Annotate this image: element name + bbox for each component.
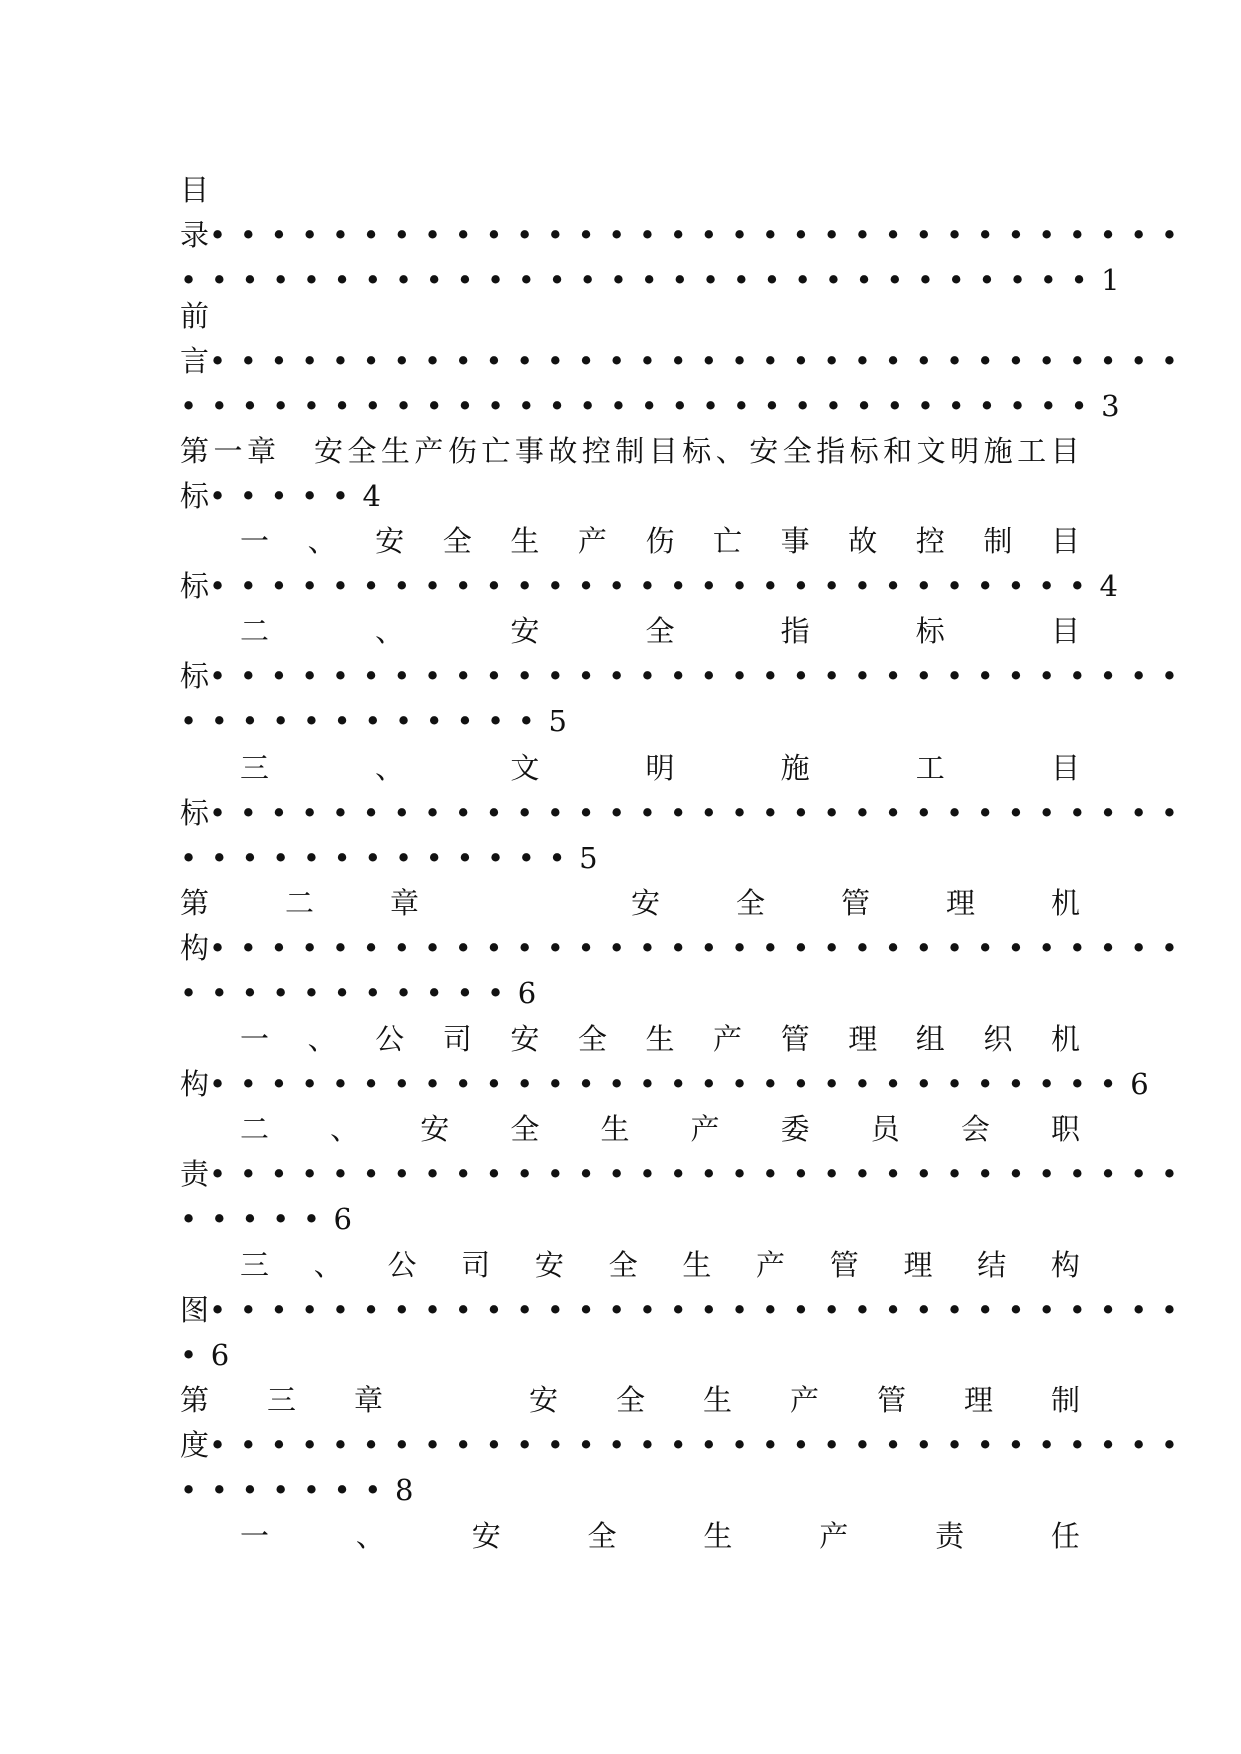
toc-char: 任 xyxy=(1050,1519,1080,1553)
toc-entry-ch2-3-line3[interactable] xyxy=(180,1332,1080,1378)
toc-char: 目 xyxy=(1050,434,1080,468)
toc-char: 产 xyxy=(577,524,607,558)
toc-char: 文 xyxy=(510,751,540,785)
toc-char: 一 xyxy=(213,434,243,468)
toc-entry-ch1-2-line2[interactable] xyxy=(180,653,1192,699)
toc-head: 构 xyxy=(180,1067,210,1101)
toc-char: 、 xyxy=(307,524,337,558)
toc-char: 制 xyxy=(983,524,1013,558)
toc-entry-ch1-3-line3[interactable] xyxy=(180,835,1080,881)
toc-entry-ch1-2-line1[interactable] xyxy=(240,608,1080,654)
toc-entry-ch1-2-line3[interactable] xyxy=(180,698,1080,744)
toc-char: 全 xyxy=(347,434,377,468)
toc-leader-dots: ••••••••••••••••••••••••••••• xyxy=(209,569,1100,603)
toc-entry-ch2-2-line1[interactable] xyxy=(240,1106,1080,1152)
toc-char: 工 xyxy=(915,751,945,785)
toc-char: 控 xyxy=(915,524,945,558)
toc-head: 标 xyxy=(180,569,210,603)
toc-char: 公 xyxy=(375,1022,405,1056)
toc-char: 标 xyxy=(849,434,879,468)
toc-entry-ch3-line3[interactable] xyxy=(180,1467,1080,1513)
toc-char: 第 xyxy=(180,1383,210,1417)
toc-char: 职 xyxy=(1050,1112,1080,1146)
toc-char: 司 xyxy=(442,1022,472,1056)
toc-head: 言 xyxy=(180,344,210,378)
toc-char: 故 xyxy=(548,434,578,468)
toc-entry-ch2-3-line2[interactable] xyxy=(180,1287,1192,1333)
toc-char: 机 xyxy=(1050,886,1080,920)
toc-char: 控 xyxy=(581,434,611,468)
toc-head: 度 xyxy=(180,1428,210,1462)
toc-char: 指 xyxy=(816,434,846,468)
toc-leader-dots: •••••••••••••••••••••••••••••••• xyxy=(209,218,1192,252)
toc-char: 产 xyxy=(713,1022,743,1056)
toc-char: 管 xyxy=(829,1248,859,1282)
toc-char: 一 xyxy=(240,524,270,558)
toc-head: 标 xyxy=(180,479,210,513)
toc-char: 三 xyxy=(267,1383,297,1417)
toc-char: 故 xyxy=(848,524,878,558)
toc-entry-ch3-1-line1[interactable] xyxy=(240,1513,1080,1559)
toc-leader-dots: •••••••••••••••••••••••••••••• xyxy=(180,389,1102,423)
toc-char xyxy=(495,880,555,926)
toc-leader-dots: •••••••••••••••••••••••••••••••• xyxy=(209,344,1192,378)
toc-char: 理 xyxy=(848,1022,878,1056)
toc-head: 标 xyxy=(180,796,210,830)
toc-char: 三 xyxy=(240,1248,270,1282)
toc-char: 安 xyxy=(528,1383,558,1417)
toc-char: 安 xyxy=(510,1022,540,1056)
toc-leader-dots: •••••••••••••••••••••••••••••••• xyxy=(209,931,1192,965)
toc-entry-qianyan-line2[interactable] xyxy=(180,338,1192,384)
toc-entry-ch2-2-line3[interactable] xyxy=(180,1196,1080,1242)
toc-char: 章 xyxy=(354,1383,384,1417)
toc-head: 构 xyxy=(180,931,210,965)
toc-char: 公 xyxy=(387,1248,417,1282)
toc-char: 委 xyxy=(780,1112,810,1146)
toc-char: 产 xyxy=(690,1112,720,1146)
toc-entry-ch2-1-line1[interactable] xyxy=(240,1016,1080,1062)
toc-entry-ch2-line2[interactable] xyxy=(180,925,1192,971)
toc-char: 目 xyxy=(180,173,210,207)
toc-char xyxy=(280,428,309,474)
toc-char: 管 xyxy=(876,1383,906,1417)
toc-char: 、 xyxy=(313,1248,343,1282)
toc-char: 和 xyxy=(883,434,913,468)
toc-char: 伤 xyxy=(645,524,675,558)
toc-entry-ch2-2-line2[interactable] xyxy=(180,1151,1192,1197)
toc-page-number: 6 xyxy=(1130,1067,1149,1101)
toc-char: 全 xyxy=(735,886,765,920)
toc-char: 管 xyxy=(840,886,870,920)
toc-entry-ch2-line1[interactable] xyxy=(180,880,1080,926)
toc-page-number: 3 xyxy=(1101,389,1120,423)
toc-leader-dots: •••••••••••••••••••••••••••••••• xyxy=(209,1157,1192,1191)
toc-char: 、 xyxy=(715,434,745,468)
toc-char: 、 xyxy=(375,751,405,785)
toc-entry-mulu-line2[interactable] xyxy=(180,212,1192,258)
toc-char: 目 xyxy=(648,434,678,468)
toc-leader-dots: •••••••••••••••••••••••••••••••• xyxy=(209,1428,1192,1462)
toc-char: 全 xyxy=(577,1022,607,1056)
toc-char: 安 xyxy=(313,434,343,468)
toc-char: 前 xyxy=(180,299,210,333)
toc-page-number: 8 xyxy=(394,1473,414,1507)
toc-char: 理 xyxy=(963,1383,993,1417)
toc-char: 伤 xyxy=(447,434,477,468)
toc-leader-dots: •••••••••••••••••••••••••••••• xyxy=(180,263,1102,297)
toc-char: 工 xyxy=(1017,434,1047,468)
toc-char: 一 xyxy=(240,1519,270,1553)
toc-char: 生 xyxy=(703,1519,733,1553)
toc-char: 标 xyxy=(682,434,712,468)
toc-char: 生 xyxy=(510,524,540,558)
toc-char: 安 xyxy=(630,886,660,920)
toc-char: 全 xyxy=(782,434,812,468)
toc-entry-qianyan-line3[interactable] xyxy=(180,383,1120,429)
toc-char: 员 xyxy=(870,1112,900,1146)
toc-char: 产 xyxy=(789,1383,819,1417)
toc-char: 第 xyxy=(180,886,210,920)
toc-char: 组 xyxy=(915,1022,945,1056)
toc-entry-ch1-1-line2[interactable] xyxy=(180,563,1118,609)
toc-char: 安 xyxy=(471,1519,501,1553)
toc-char: 事 xyxy=(780,524,810,558)
toc-page-number: 6 xyxy=(517,976,537,1010)
toc-page-number: 6 xyxy=(210,1338,230,1372)
toc-page-number: 1 xyxy=(1101,263,1120,297)
toc-char: 事 xyxy=(514,434,544,468)
toc-leader-dots: •••••••••••••••••••••••••••••••• xyxy=(209,659,1192,693)
toc-entry-ch2-3-line1[interactable] xyxy=(240,1242,1080,1288)
toc-char: 一 xyxy=(240,1022,270,1056)
toc-char: 全 xyxy=(608,1248,638,1282)
toc-char: 明 xyxy=(645,751,675,785)
toc-leader-dots: • xyxy=(180,1338,211,1372)
toc-page-number: 5 xyxy=(579,841,598,875)
toc-head: 标 xyxy=(180,659,210,693)
toc-char: 结 xyxy=(977,1248,1007,1282)
toc-char: 全 xyxy=(510,1112,540,1146)
toc-page-number: 5 xyxy=(548,704,567,738)
toc-char: 文 xyxy=(916,434,946,468)
toc-char: 生 xyxy=(600,1112,630,1146)
toc-entry-ch2-line3[interactable] xyxy=(180,970,1080,1016)
toc-entry-ch1-3-line2[interactable] xyxy=(180,790,1192,836)
toc-leader-dots: ••••• xyxy=(209,479,363,513)
toc-char: 标 xyxy=(915,614,945,648)
toc-char: 生 xyxy=(380,434,410,468)
toc-char: 二 xyxy=(240,1112,270,1146)
toc-entry-ch1-1-line1[interactable] xyxy=(240,518,1080,564)
toc-char: 二 xyxy=(285,886,315,920)
toc-char: 管 xyxy=(780,1022,810,1056)
toc-char: 司 xyxy=(461,1248,491,1282)
toc-char xyxy=(441,1377,471,1423)
toc-leader-dots: ••••••• xyxy=(180,1473,395,1507)
toc-char: 产 xyxy=(756,1248,786,1282)
toc-char: 章 xyxy=(390,886,420,920)
toc-char: 制 xyxy=(1050,1383,1080,1417)
toc-leader-dots: •••••••••••••••••••••••••••••••• xyxy=(209,1293,1192,1327)
toc-char: 施 xyxy=(780,751,810,785)
toc-char: 目 xyxy=(1050,614,1080,648)
toc-char: 安 xyxy=(420,1112,450,1146)
toc-char: 安 xyxy=(749,434,779,468)
toc-char: 、 xyxy=(375,614,405,648)
toc-head: 责 xyxy=(180,1157,210,1191)
toc-head: 图 xyxy=(180,1293,210,1327)
toc-char: 、 xyxy=(355,1519,385,1553)
toc-leader-dots: •••••••••••• xyxy=(180,704,549,738)
toc-entry-qianyan-line1 xyxy=(180,293,1080,339)
toc-char: 生 xyxy=(702,1383,732,1417)
toc-char: 机 xyxy=(1050,1022,1080,1056)
toc-char: 、 xyxy=(307,1022,337,1056)
toc-char: 构 xyxy=(1050,1248,1080,1282)
toc-char: 生 xyxy=(682,1248,712,1282)
toc-char: 第 xyxy=(180,434,210,468)
toc-char: 安 xyxy=(534,1248,564,1282)
toc-char: 安 xyxy=(375,524,405,558)
toc-leader-dots: ••••••••••• xyxy=(180,976,518,1010)
toc-char: 责 xyxy=(935,1519,965,1553)
toc-char: 三 xyxy=(240,751,270,785)
toc-leader-dots: ••••• xyxy=(180,1202,334,1236)
toc-entry-mulu-line1 xyxy=(180,167,1080,213)
toc-char: 、 xyxy=(330,1112,360,1146)
toc-leader-dots: •••••••••••••••••••••••••••••••• xyxy=(209,796,1192,830)
toc-entry-ch1-3-line1[interactable] xyxy=(240,745,1080,791)
toc-char: 制 xyxy=(615,434,645,468)
toc-char: 全 xyxy=(615,1383,645,1417)
toc-char: 全 xyxy=(645,614,675,648)
toc-char: 生 xyxy=(645,1022,675,1056)
toc-char: 理 xyxy=(903,1248,933,1282)
toc-head: 录 xyxy=(180,218,210,252)
toc-page-number: 4 xyxy=(1099,569,1118,603)
toc-char: 二 xyxy=(240,614,270,648)
toc-entry-ch3-line1[interactable] xyxy=(180,1377,1080,1423)
toc-char: 指 xyxy=(780,614,810,648)
toc-char: 明 xyxy=(950,434,980,468)
toc-char: 施 xyxy=(983,434,1013,468)
toc-char: 全 xyxy=(587,1519,617,1553)
toc-char: 理 xyxy=(945,886,975,920)
toc-char: 安 xyxy=(510,614,540,648)
toc-page-number: 6 xyxy=(333,1202,352,1236)
toc-char: 产 xyxy=(819,1519,849,1553)
toc-char: 织 xyxy=(983,1022,1013,1056)
toc-char: 章 xyxy=(246,434,276,468)
toc-leader-dots: •••••••••••••••••••••••••••••• xyxy=(209,1067,1131,1101)
toc-entry-ch1-line1[interactable] xyxy=(180,428,1080,474)
toc-char: 会 xyxy=(960,1112,990,1146)
toc-char: 亡 xyxy=(481,434,511,468)
toc-char: 目 xyxy=(1050,751,1080,785)
toc-entry-ch3-line2[interactable] xyxy=(180,1422,1192,1468)
toc-char: 产 xyxy=(414,434,444,468)
toc-page-number: 4 xyxy=(362,479,381,513)
toc-char: 全 xyxy=(442,524,472,558)
toc-char: 目 xyxy=(1050,524,1080,558)
toc-entry-ch1-line2[interactable] xyxy=(180,473,1080,519)
toc-entry-ch2-1-line2[interactable] xyxy=(180,1061,1149,1107)
toc-char: 亡 xyxy=(713,524,743,558)
toc-leader-dots: ••••••••••••• xyxy=(180,841,580,875)
